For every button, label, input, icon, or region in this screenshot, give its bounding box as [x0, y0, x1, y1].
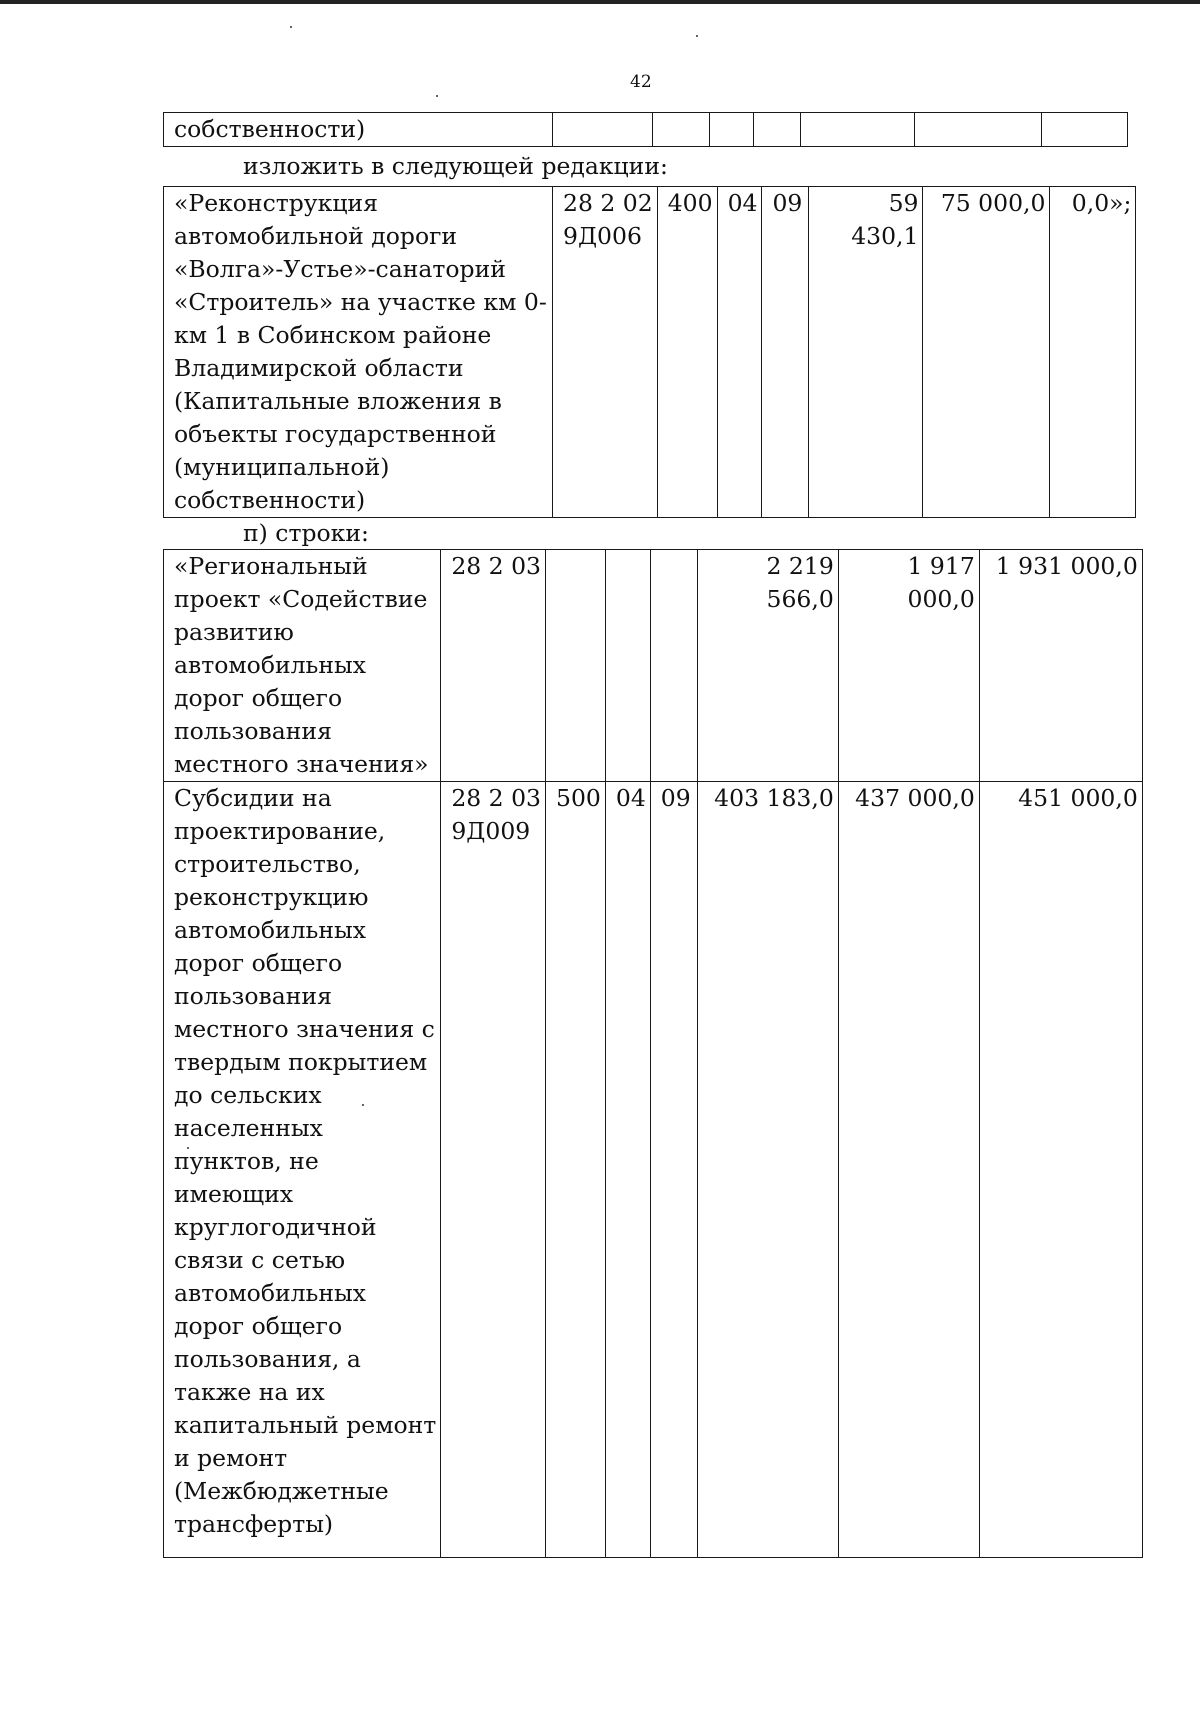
amount-year-1: 403 183,0: [697, 782, 838, 1558]
table-row: [164, 113, 1128, 147]
empty-cell: [650, 550, 697, 782]
label-line: также на их: [174, 1378, 325, 1406]
label-line: Владимирской области: [174, 354, 464, 382]
table-row: [164, 782, 1143, 1558]
label-line: развитию: [174, 618, 294, 646]
label-line: проект «Содействие: [174, 585, 428, 613]
label-line: реконструкцию: [174, 883, 369, 911]
subsection-code: 09: [650, 782, 697, 1558]
code-line: 9Д009: [451, 817, 531, 845]
label-line: дорог общего: [174, 1312, 343, 1340]
label-line: «Региональный: [174, 552, 368, 580]
instruction-caption: п) строки:: [243, 519, 369, 547]
table-added-rows: [163, 549, 1143, 1558]
instruction-caption: изложить в следующей редакции:: [243, 152, 668, 180]
expense-type: 400: [657, 187, 717, 518]
row-label: [164, 187, 553, 518]
row-label: [164, 782, 441, 1558]
label-line: (Межбюджетные: [174, 1477, 389, 1505]
label-line: имеющих: [174, 1180, 294, 1208]
empty-cell: [754, 113, 801, 147]
label-line: до сельских: [174, 1081, 322, 1109]
scan-speck: [290, 26, 292, 28]
label-line: дорог общего: [174, 684, 343, 712]
label-line: дорог общего: [174, 949, 343, 977]
label-line: автомобильных: [174, 916, 366, 944]
row-label: собственности): [164, 113, 553, 147]
target-code: 28 2 03: [441, 550, 546, 782]
code-line: 9Д006: [563, 222, 642, 250]
amount-year-2: 437 000,0: [838, 782, 979, 1558]
amount-year-1: 59 430,1: [809, 187, 923, 518]
amount-year-3: 451 000,0: [979, 782, 1142, 1558]
label-line: собственности): [174, 486, 366, 514]
label-line: «Строитель» на участке км 0-: [174, 288, 547, 316]
amount-year-1: 2 219 566,0: [697, 550, 838, 782]
label-line: км 1 в Собинском районе: [174, 321, 492, 349]
code-line: 28 2 02: [563, 189, 653, 217]
table-row: [164, 550, 1143, 782]
table-new-wording: [163, 186, 1136, 518]
section-code: 04: [717, 187, 762, 518]
label-line: местного значения с: [174, 1015, 435, 1043]
scan-speck: [696, 35, 698, 37]
label-line: (муниципальной): [174, 453, 390, 481]
label-line: местного значения»: [174, 750, 429, 778]
label-line: пользования, а: [174, 1345, 361, 1373]
label-line: пунктов, не: [174, 1147, 319, 1175]
label-line: строительство,: [174, 850, 361, 878]
target-code: [441, 782, 546, 1558]
label-line: твердым покрытием: [174, 1048, 428, 1076]
empty-cell: [546, 550, 606, 782]
amount-year-2: 1 917 000,0: [838, 550, 979, 782]
scan-speck: [436, 95, 438, 97]
label-line: и ремонт: [174, 1444, 288, 1472]
empty-cell: [915, 113, 1042, 147]
label-line: объекты государственной: [174, 420, 497, 448]
label-line: автомобильных: [174, 1279, 366, 1307]
table-row: [164, 187, 1136, 518]
amount-year-3: 1 931 000,0: [979, 550, 1142, 782]
label-line: пользования: [174, 982, 332, 1010]
code-line: 28 2 03: [451, 784, 542, 812]
label-line: круглогодичной: [174, 1213, 377, 1241]
empty-cell: [801, 113, 915, 147]
empty-cell: [710, 113, 754, 147]
table-prev-row-tail: [163, 112, 1128, 147]
label-line: пользования: [174, 717, 332, 745]
label-line: капитальный ремонт: [174, 1411, 437, 1439]
row-label: [164, 550, 441, 782]
expense-type: 500: [546, 782, 606, 1558]
empty-cell: [653, 113, 710, 147]
label-line: связи с сетью: [174, 1246, 346, 1274]
label-line: автомобильных: [174, 651, 366, 679]
empty-cell: [553, 113, 653, 147]
label-line: трансферты): [174, 1510, 334, 1538]
label-line: «Реконструкция: [174, 189, 378, 217]
empty-cell: [1042, 113, 1128, 147]
section-code: 04: [605, 782, 650, 1558]
label-line: «Волга»-Устье»-санаторий: [174, 255, 506, 283]
label-line: (Капитальные вложения в: [174, 387, 502, 415]
page-number: 42: [630, 72, 652, 92]
label-line: Субсидии на: [174, 784, 332, 812]
target-code: [553, 187, 658, 518]
scan-edge-shadow: [0, 0, 1200, 4]
subsection-code: 09: [762, 187, 809, 518]
empty-cell: [605, 550, 650, 782]
amount-year-3: 0,0»;: [1050, 187, 1136, 518]
label-line: населенных: [174, 1114, 323, 1142]
label-line: проектирование,: [174, 817, 386, 845]
amount-year-2: 75 000,0: [923, 187, 1050, 518]
label-line: автомобильной дороги: [174, 222, 458, 250]
